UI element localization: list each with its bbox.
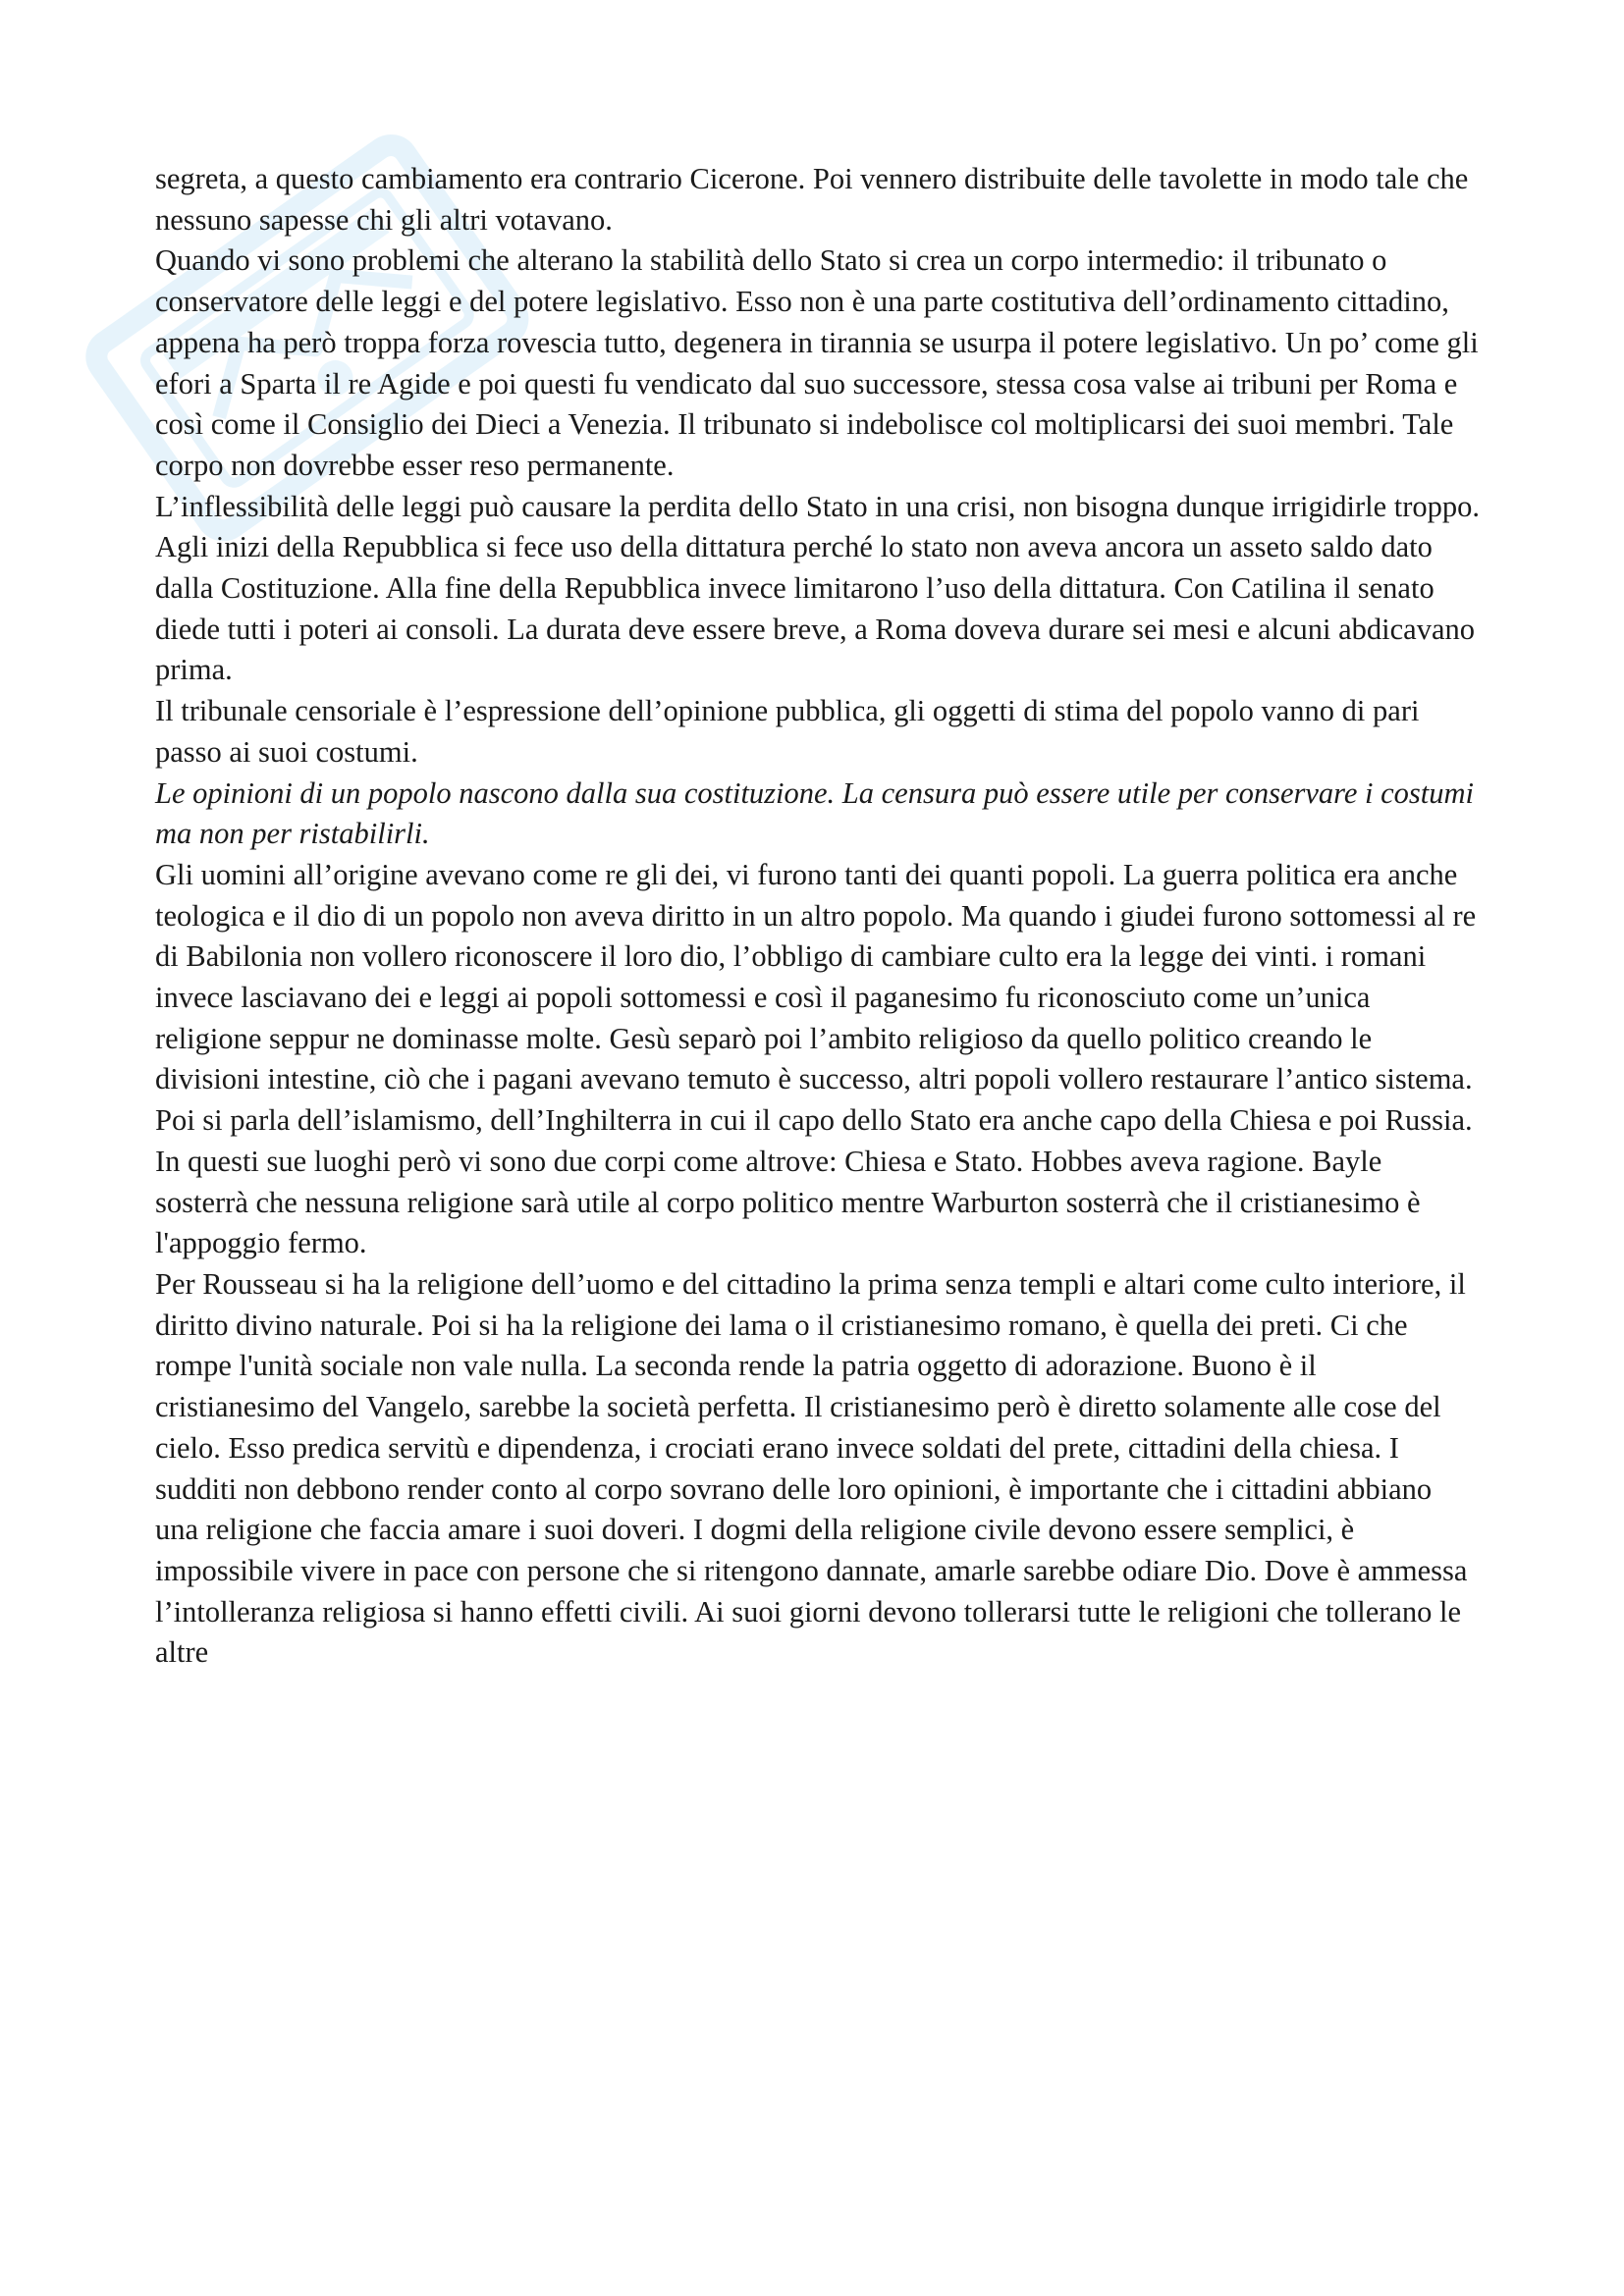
document-body: [155, 159, 1481, 1674]
paragraph-2: Quando vi sono problemi che alterano la stabilità dello Stato si crea un corpo intermedio: il tribunato o conservatore delle leggi e del potere legislativo. Esso non è una parte costitutiva dell’ordinamento cittadino, appena ha però troppa forza rovescia tutto, degenera in tirannia se usurpa il potere legislativo. Un po’ come gli efori a Sparta il re Agide e poi questi fu vendicato dal suo successore, stessa cosa valse ai tribuni per Roma e così come il Consiglio dei Dieci a Venezia. Il tribunato si indebolisce col moltiplicarsi dei suoi membri. Tale corpo non dovrebbe esser reso permanente.: [155, 243, 1479, 482]
paragraph-3: L’inflessibilità delle leggi può causare la perdita dello Stato in una crisi, non bisogna dunque irrigidirle troppo. Agli inizi della Repubblica si fece uso della dittatura perché lo stato non aveva ancora un asseto saldo dato dalla Costituzione. Alla fine della Repubblica invece limitarono l’uso della dittatura. Con Catilina il senato diede tutti i poteri ai consoli. La durata deve essere breve, a Roma doveva durare sei mesi e alcuni abdicavano prima.: [155, 489, 1481, 687]
paragraph-7: Per Rousseau si ha la religione dell’uomo e del cittadino la prima senza templi e altari come culto interiore, il diritto divino naturale. Poi si ha la religione dei lama o il cristianesimo romano, è quella dei preti. Ci che rompe l'unità sociale non vale nulla. La seconda rende la patria oggetto di adorazione. Buono è il cristianesimo del Vangelo, sarebbe la società perfetta. Il cristianesimo però è diretto solamente alle cose del cielo. Esso predica servitù e dipendenza, i crociati erano invece soldati del prete, cittadini della chiesa. I sudditi non debbono render conto al corpo sovrano delle loro opinioni, è importante che i cittadini abbiano una religione che faccia amare i suoi doveri. I dogmi della religione civile devono essere semplici, è impossibile vivere in pace con persone che si ritengono dannate, amarle sarebbe odiare Dio. Dove è ammessa l’intolleranza religiosa si hanno effetti civili. Ai suoi giorni devono tollerarsi tutte le religioni che tollerano le altre: [155, 1266, 1468, 1670]
paragraph-4: Il tribunale censoriale è l’espressione dell’opinione pubblica, gli oggetti di stima del popolo vanno di pari passo ai suoi costumi.: [155, 694, 1420, 769]
paragraph-1: segreta, a questo cambiamento era contrario Cicerone. Poi vennero distribuite delle tavolette in modo tale che nessuno sapesse chi gli altri votavano.: [155, 162, 1469, 237]
paragraph-6: Gli uomini all’origine avevano come re gli dei, vi furono tanti dei quanti popoli. La guerra politica era anche teologica e il dio di un popolo non aveva diritto in un altro popolo. Ma quando i giudei furono sottomessi al re di Babilonia non vollero riconoscere il loro dio, l’obbligo di cambiare culto era la legge dei vinti. i romani invece lasciavano dei e leggi ai popoli sottomessi e così il paganesimo fu riconosciuto come un’unica religione seppur ne dominasse molte. Gesù separò poi l’ambito religioso da quello politico creando le divisioni intestine, ciò che i pagani avevano temuto è successo, altri popoli vollero restaurare l’antico sistema. Poi si parla dell’islamismo, dell’Inghilterra in cui il capo dello Stato era anche capo della Chiesa e poi Russia. In questi sue luoghi però vi sono due corpi come altrove: Chiesa e Stato. Hobbes aveva ragione. Bayle sosterrà che nessuna religione sarà utile al corpo politico mentre Warburton sosterrà che il cristianesimo è l'appoggio fermo.: [155, 857, 1477, 1260]
paragraph-5-italic: Le opinioni di un popolo nascono dalla sua costituzione. La censura può essere utile per conservare i costumi ma non per ristabilirli.: [155, 775, 1475, 851]
